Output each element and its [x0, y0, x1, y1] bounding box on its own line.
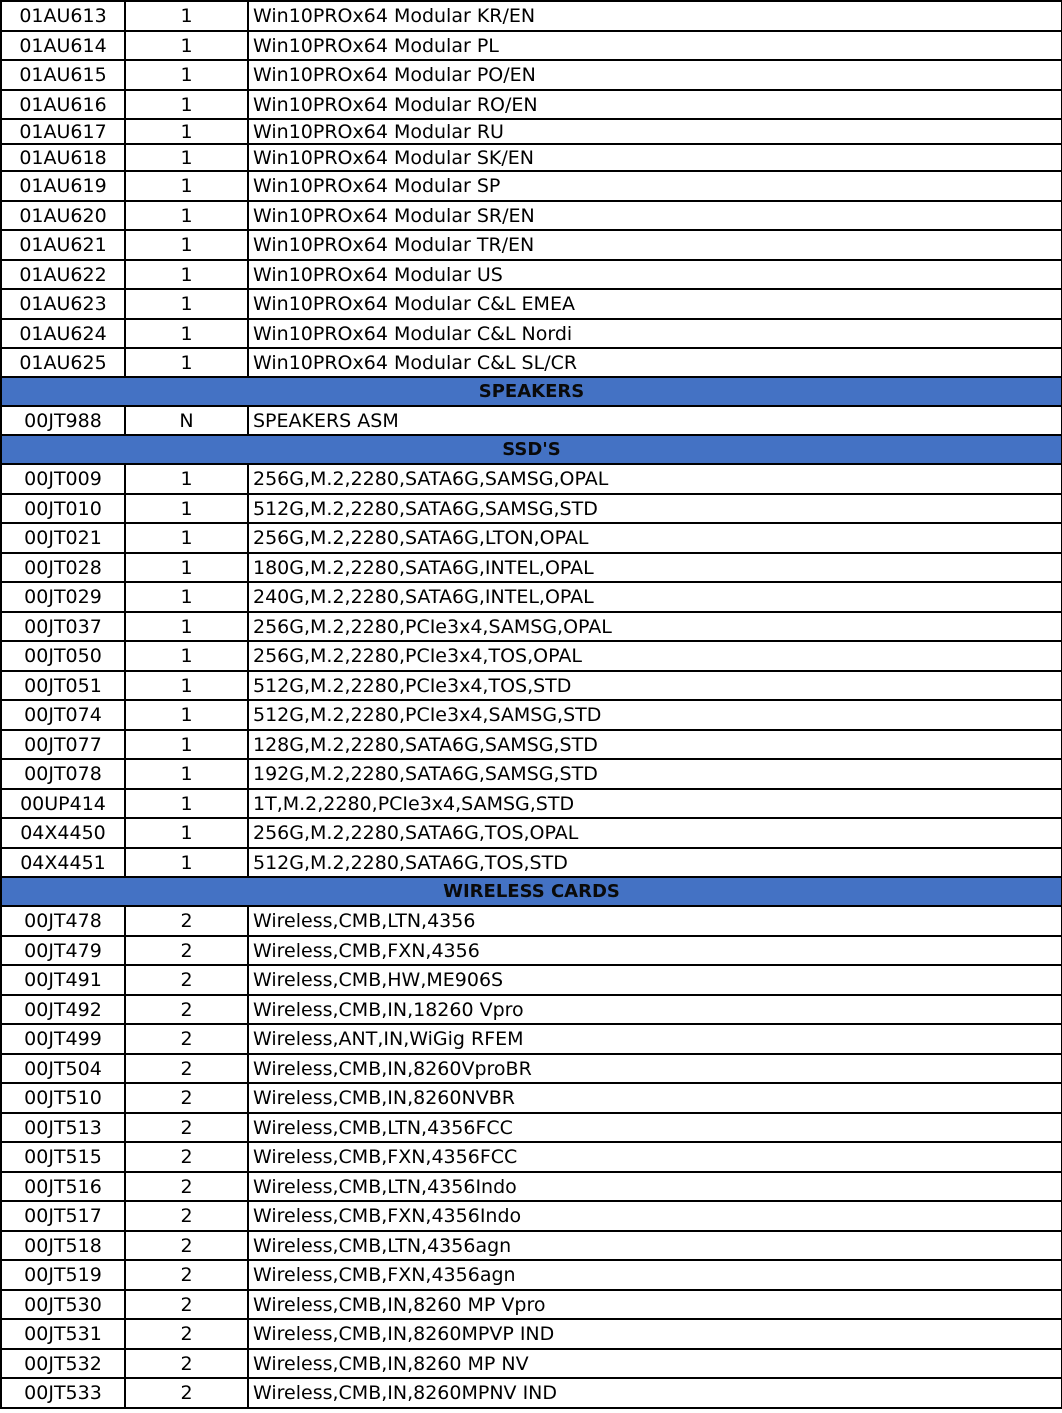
quantity-cell: 2 — [125, 1319, 248, 1349]
description-cell: Wireless,CMB,FXN,4356Indo — [248, 1201, 1062, 1231]
quantity-cell: 2 — [125, 1378, 248, 1408]
quantity-cell: 1 — [125, 818, 248, 848]
description-cell: 1T,M.2,2280,PCIe3x4,SAMSG,STD — [248, 789, 1062, 818]
table-row — [1, 1083, 1062, 1113]
table-row — [1, 1, 1062, 31]
quantity-cell: 2 — [125, 965, 248, 995]
table-row — [1, 848, 1062, 877]
part-number-cell: 00JT021 — [1, 523, 125, 553]
description-cell: Win10PROx64 Modular SP — [248, 171, 1062, 201]
description-cell: 240G,M.2,2280,SATA6G,INTEL,OPAL — [248, 582, 1062, 612]
description-cell: Win10PROx64 Modular C&L Nordi — [248, 319, 1062, 348]
quantity-cell: 1 — [125, 319, 248, 348]
description-cell: Wireless,CMB,HW,ME906S — [248, 965, 1062, 995]
quantity-cell: 2 — [125, 936, 248, 965]
section-header-row — [1, 435, 1062, 464]
quantity-cell: 2 — [125, 1290, 248, 1319]
part-number-cell: 00JT050 — [1, 641, 125, 671]
description-cell: Wireless,CMB,LTN,4356 — [248, 906, 1062, 936]
part-number-cell: 00JT504 — [1, 1054, 125, 1083]
description-cell: Wireless,ANT,IN,WiGig RFEM — [248, 1024, 1062, 1054]
table-row — [1, 260, 1062, 289]
description-cell: 512G,M.2,2280,SATA6G,TOS,STD — [248, 848, 1062, 877]
quantity-cell: 2 — [125, 1260, 248, 1290]
table-row — [1, 936, 1062, 965]
description-cell: Wireless,CMB,IN,18260 Vpro — [248, 995, 1062, 1024]
table-row — [1, 671, 1062, 700]
part-number-cell: 00JT530 — [1, 1290, 125, 1319]
quantity-cell: 1 — [125, 523, 248, 553]
description-cell: 128G,M.2,2280,SATA6G,SAMSG,STD — [248, 730, 1062, 759]
part-number-cell: 01AU619 — [1, 171, 125, 201]
part-number-cell: 01AU620 — [1, 201, 125, 230]
description-cell: 192G,M.2,2280,SATA6G,SAMSG,STD — [248, 759, 1062, 789]
part-number-cell: 00JT518 — [1, 1231, 125, 1260]
table-row — [1, 1260, 1062, 1290]
table-row — [1, 464, 1062, 494]
part-number-cell: 04X4451 — [1, 848, 125, 877]
quantity-cell: 1 — [125, 464, 248, 494]
part-number-cell: 01AU613 — [1, 1, 125, 31]
table-row — [1, 1349, 1062, 1378]
table-row — [1, 523, 1062, 553]
description-cell: 256G,M.2,2280,SATA6G,SAMSG,OPAL — [248, 464, 1062, 494]
quantity-cell: 1 — [125, 612, 248, 641]
quantity-cell: 1 — [125, 60, 248, 90]
part-number-cell: 01AU625 — [1, 348, 125, 377]
table-row — [1, 730, 1062, 759]
description-cell: Wireless,CMB,IN,8260MPNV IND — [248, 1378, 1062, 1408]
section-title: SSD'S — [1, 435, 1062, 464]
part-number-cell: 01AU615 — [1, 60, 125, 90]
part-number-cell: 01AU617 — [1, 119, 125, 144]
table-row — [1, 31, 1062, 60]
part-number-cell: 01AU616 — [1, 90, 125, 119]
table-row — [1, 289, 1062, 319]
part-number-cell: 01AU618 — [1, 144, 125, 171]
section-header-row — [1, 877, 1062, 906]
description-cell: Win10PROx64 Modular SK/EN — [248, 144, 1062, 171]
table-row — [1, 1142, 1062, 1172]
quantity-cell: 1 — [125, 119, 248, 144]
table-row — [1, 1024, 1062, 1054]
table-row — [1, 789, 1062, 818]
table-row — [1, 553, 1062, 582]
quantity-cell: 1 — [125, 201, 248, 230]
quantity-cell: 1 — [125, 759, 248, 789]
table-row — [1, 1378, 1062, 1408]
description-cell: 256G,M.2,2280,PCIe3x4,TOS,OPAL — [248, 641, 1062, 671]
table-row — [1, 759, 1062, 789]
quantity-cell: 2 — [125, 1054, 248, 1083]
part-number-cell: 00JT988 — [1, 406, 125, 435]
quantity-cell: 1 — [125, 260, 248, 289]
section-header-row — [1, 377, 1062, 406]
quantity-cell: 1 — [125, 671, 248, 700]
table-row — [1, 1231, 1062, 1260]
quantity-cell: 1 — [125, 700, 248, 730]
table-row — [1, 995, 1062, 1024]
description-cell: Wireless,CMB,LTN,4356agn — [248, 1231, 1062, 1260]
quantity-cell: 1 — [125, 289, 248, 319]
part-number-cell: 00JT499 — [1, 1024, 125, 1054]
table-row — [1, 1319, 1062, 1349]
parts-table-body — [1, 1, 1062, 1408]
table-row — [1, 641, 1062, 671]
description-cell: Win10PROx64 Modular TR/EN — [248, 230, 1062, 260]
table-row — [1, 230, 1062, 260]
part-number-cell: 00JT531 — [1, 1319, 125, 1349]
table-row — [1, 144, 1062, 171]
part-number-cell: 04X4450 — [1, 818, 125, 848]
part-number-cell: 01AU621 — [1, 230, 125, 260]
description-cell: Win10PROx64 Modular C&L SL/CR — [248, 348, 1062, 377]
quantity-cell: 1 — [125, 348, 248, 377]
quantity-cell: 2 — [125, 1201, 248, 1231]
part-number-cell: 00JT037 — [1, 612, 125, 641]
quantity-cell: 1 — [125, 641, 248, 671]
description-cell: Win10PROx64 Modular PO/EN — [248, 60, 1062, 90]
part-number-cell: 00JT517 — [1, 1201, 125, 1231]
table-row — [1, 612, 1062, 641]
description-cell: Wireless,CMB,IN,8260MPVP IND — [248, 1319, 1062, 1349]
quantity-cell: 1 — [125, 31, 248, 60]
part-number-cell: 00JT077 — [1, 730, 125, 759]
quantity-cell: 1 — [125, 1, 248, 31]
description-cell: SPEAKERS ASM — [248, 406, 1062, 435]
quantity-cell: 2 — [125, 995, 248, 1024]
table-row — [1, 348, 1062, 377]
quantity-cell: 1 — [125, 494, 248, 523]
section-title: SPEAKERS — [1, 377, 1062, 406]
table-row — [1, 201, 1062, 230]
description-cell: 256G,M.2,2280,SATA6G,TOS,OPAL — [248, 818, 1062, 848]
table-row — [1, 700, 1062, 730]
quantity-cell: 1 — [125, 789, 248, 818]
part-number-cell: 00JT051 — [1, 671, 125, 700]
part-number-cell: 00JT492 — [1, 995, 125, 1024]
part-number-cell: 00JT513 — [1, 1113, 125, 1142]
part-number-cell: 01AU622 — [1, 260, 125, 289]
part-number-cell: 00JT009 — [1, 464, 125, 494]
description-cell: Win10PROx64 Modular US — [248, 260, 1062, 289]
quantity-cell: N — [125, 406, 248, 435]
description-cell: Wireless,CMB,LTN,4356Indo — [248, 1172, 1062, 1201]
quantity-cell: 2 — [125, 1083, 248, 1113]
quantity-cell: 1 — [125, 848, 248, 877]
description-cell: Win10PROx64 Modular SR/EN — [248, 201, 1062, 230]
quantity-cell: 2 — [125, 1349, 248, 1378]
table-row — [1, 119, 1062, 144]
quantity-cell: 2 — [125, 1142, 248, 1172]
part-number-cell: 00JT010 — [1, 494, 125, 523]
description-cell: 512G,M.2,2280,PCIe3x4,TOS,STD — [248, 671, 1062, 700]
description-cell: Wireless,CMB,IN,8260NVBR — [248, 1083, 1062, 1113]
description-cell: 180G,M.2,2280,SATA6G,INTEL,OPAL — [248, 553, 1062, 582]
table-row — [1, 319, 1062, 348]
description-cell: 256G,M.2,2280,SATA6G,LTON,OPAL — [248, 523, 1062, 553]
description-cell: 256G,M.2,2280,PCIe3x4,SAMSG,OPAL — [248, 612, 1062, 641]
part-number-cell: 00JT516 — [1, 1172, 125, 1201]
table-row — [1, 406, 1062, 435]
description-cell: Win10PROx64 Modular KR/EN — [248, 1, 1062, 31]
description-cell: Wireless,CMB,FXN,4356 — [248, 936, 1062, 965]
part-number-cell: 00JT029 — [1, 582, 125, 612]
part-number-cell: 00JT074 — [1, 700, 125, 730]
part-number-cell: 01AU623 — [1, 289, 125, 319]
table-row — [1, 90, 1062, 119]
table-row — [1, 60, 1062, 90]
description-cell: Wireless,CMB,FXN,4356agn — [248, 1260, 1062, 1290]
description-cell: Win10PROx64 Modular C&L EMEA — [248, 289, 1062, 319]
quantity-cell: 1 — [125, 582, 248, 612]
quantity-cell: 2 — [125, 906, 248, 936]
table-row — [1, 906, 1062, 936]
part-number-cell: 00JT078 — [1, 759, 125, 789]
description-cell: Win10PROx64 Modular PL — [248, 31, 1062, 60]
table-row — [1, 1172, 1062, 1201]
part-number-cell: 00JT028 — [1, 553, 125, 582]
part-number-cell: 01AU614 — [1, 31, 125, 60]
quantity-cell: 2 — [125, 1024, 248, 1054]
table-row — [1, 1290, 1062, 1319]
part-number-cell: 00UP414 — [1, 789, 125, 818]
table-row — [1, 818, 1062, 848]
quantity-cell: 2 — [125, 1231, 248, 1260]
table-row — [1, 965, 1062, 995]
table-row — [1, 1201, 1062, 1231]
part-number-cell: 00JT491 — [1, 965, 125, 995]
quantity-cell: 1 — [125, 90, 248, 119]
part-number-cell: 00JT519 — [1, 1260, 125, 1290]
table-row — [1, 171, 1062, 201]
part-number-cell: 00JT533 — [1, 1378, 125, 1408]
description-cell: Win10PROx64 Modular RU — [248, 119, 1062, 144]
description-cell: 512G,M.2,2280,SATA6G,SAMSG,STD — [248, 494, 1062, 523]
table-row — [1, 1054, 1062, 1083]
description-cell: 512G,M.2,2280,PCIe3x4,SAMSG,STD — [248, 700, 1062, 730]
table-row — [1, 582, 1062, 612]
quantity-cell: 2 — [125, 1172, 248, 1201]
description-cell: Wireless,CMB,IN,8260 MP NV — [248, 1349, 1062, 1378]
quantity-cell: 1 — [125, 171, 248, 201]
quantity-cell: 1 — [125, 730, 248, 759]
quantity-cell: 1 — [125, 144, 248, 171]
part-number-cell: 00JT479 — [1, 936, 125, 965]
table-row — [1, 494, 1062, 523]
part-number-cell: 01AU624 — [1, 319, 125, 348]
description-cell: Wireless,CMB,IN,8260VproBR — [248, 1054, 1062, 1083]
quantity-cell: 1 — [125, 230, 248, 260]
part-number-cell: 00JT478 — [1, 906, 125, 936]
description-cell: Win10PROx64 Modular RO/EN — [248, 90, 1062, 119]
part-number-cell: 00JT510 — [1, 1083, 125, 1113]
part-number-cell: 00JT532 — [1, 1349, 125, 1378]
section-title: WIRELESS CARDS — [1, 877, 1062, 906]
quantity-cell: 2 — [125, 1113, 248, 1142]
part-number-cell: 00JT515 — [1, 1142, 125, 1172]
quantity-cell: 1 — [125, 553, 248, 582]
table-row — [1, 1113, 1062, 1142]
description-cell: Wireless,CMB,LTN,4356FCC — [248, 1113, 1062, 1142]
description-cell: Wireless,CMB,FXN,4356FCC — [248, 1142, 1062, 1172]
description-cell: Wireless,CMB,IN,8260 MP Vpro — [248, 1290, 1062, 1319]
